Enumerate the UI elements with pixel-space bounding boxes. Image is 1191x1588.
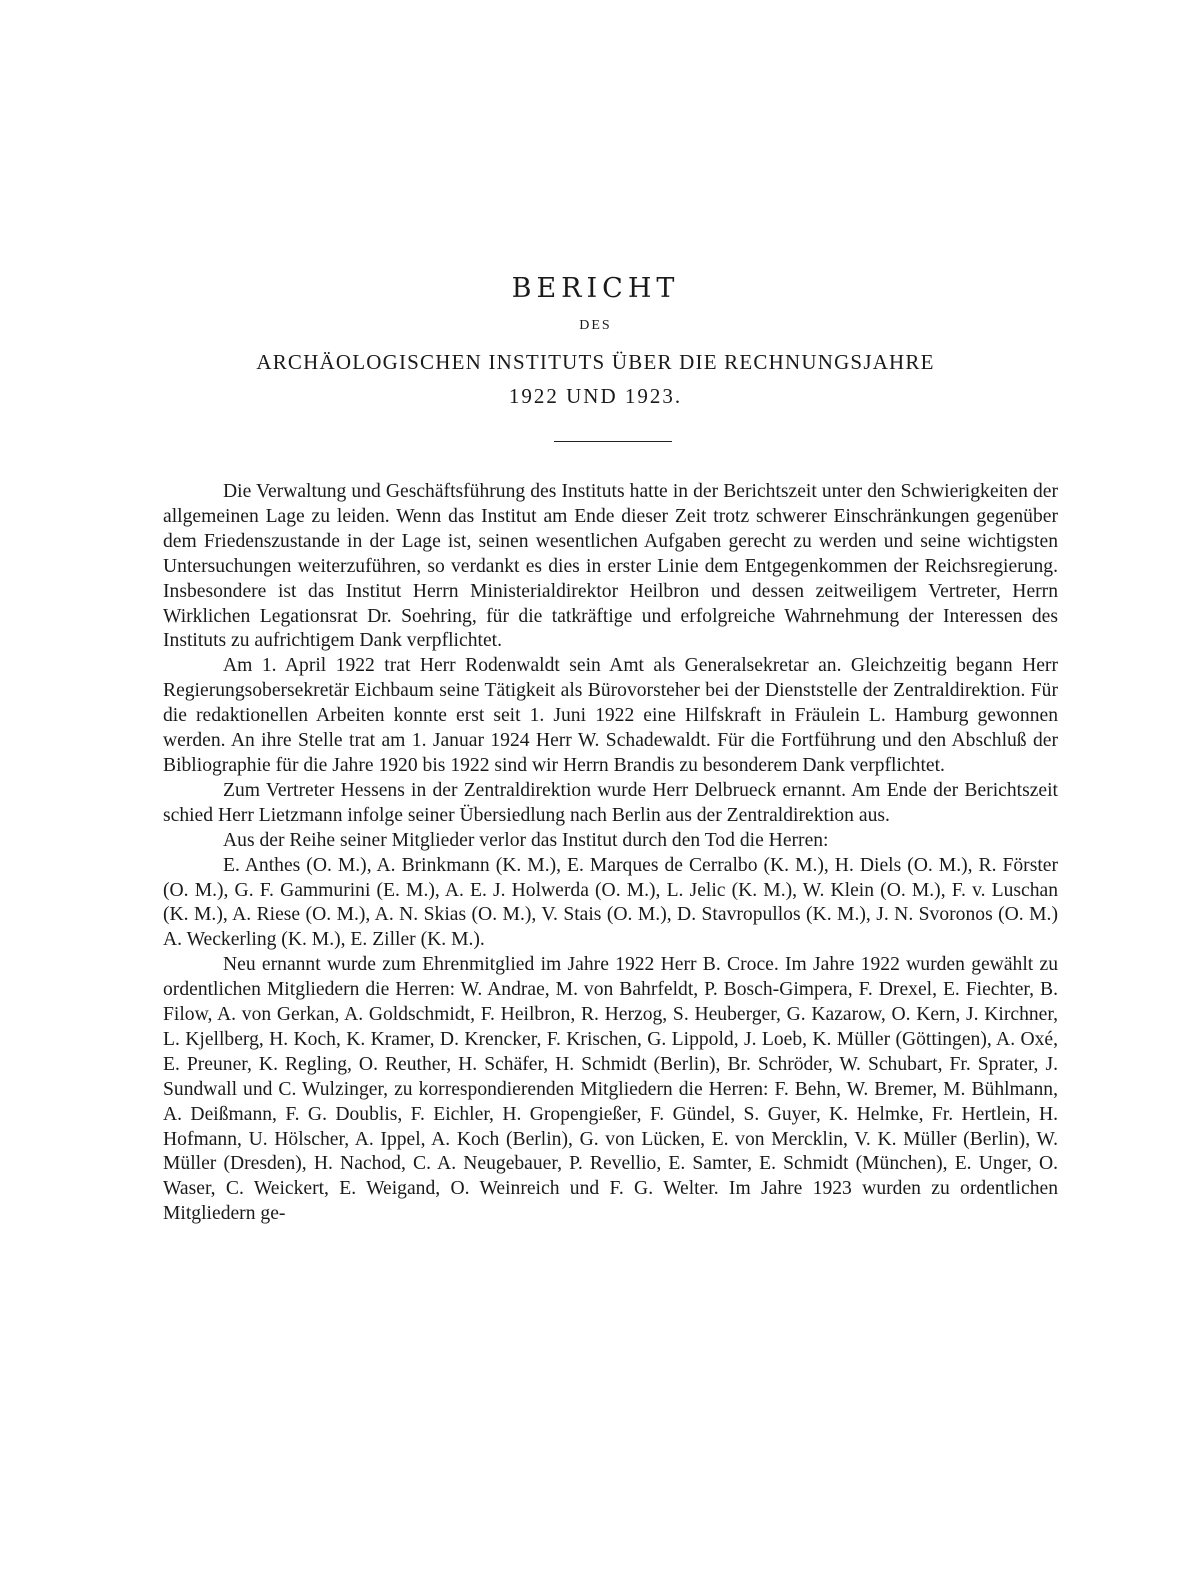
document-title: BERICHT [511, 273, 680, 304]
paragraph-deaths-intro: Aus der Reihe seiner Mitglieder verlor das Institut durch den Tod die Herren: [223, 829, 829, 851]
paragraph-central-direction: Zum Vertreter Hessens in der Zentraldirektion wurde Herr Delbrueck ernannt. Am Ende der Berichtszeit schied Herr Lietzmann infolge seiner Übersiedlung nach Berlin aus der Zentraldirektion aus. [163, 779, 1058, 826]
paragraph-staff: Am 1. April 1922 trat Herr Rodenwaldt sein Amt als Generalsekretar an. Gleichzeitig begann Herr Regierungsobersekretär Eichbaum seine Tätigkeit als Bürovorsteher bei der Dienststelle der Zentraldirektion. Für die redaktionellen Arbeiten konnte erst seit 1. Juni 1922 eine Hilfskraft in Fräulein L. Hamburg gewonnen werden. An ihre Stelle trat am 1. Januar 1924 Herr W. Schadewaldt. Für die Fortführung und den Abschluß der Bibliographie für die Jahre 1920 bis 1922 sind wir Herrn Brandis zu besonderem Dank verpflichtet. [163, 655, 1058, 776]
subtitle-des: DES [579, 318, 612, 333]
report-body [163, 480, 1058, 1227]
paragraph-deceased-members: E. Anthes (O. M.), A. Brinkmann (K. M.), E. Marques de Cerralbo (K. M.), H. Diels (O. M.), R. Förster (O. M.), G. F. Gammurini (E. M.), A. E. J. Holwerda (O. M.), L. Jelic (K. M.), W. Klein (O. M.), F. v. Luschan (K. M.), A. Riese (O. M.), A. N. Skias (O. M.), V. Stais (O. M.), D. Stavropullos (K. M.), J. N. Svoronos (O. M.) A. Weckerling (K. M.), E. Ziller (K. M.). [163, 854, 1058, 951]
subtitle-institute: ARCHÄOLOGISCHEN INSTITUTS ÜBER DIE RECHNUNGSJAHRE [256, 350, 935, 374]
title-divider [554, 441, 672, 442]
subtitle-years: 1922 UND 1923. [508, 384, 683, 408]
paragraph-administration: Die Verwaltung und Geschäftsführung des Instituts hatte in der Berichtszeit unter den Schwierigkeiten der allgemeinen Lage zu leiden. Wenn das Institut am Ende dieser Zeit trotz schwerer Einschränkungen gegenüber dem Friedenszustande in der Lage ist, seinen wesentlichen Aufgaben gerecht zu werden und seine wichtigsten Untersuchungen weiterzuführen, so verdankt es dies in erster Linie dem Entgegenkommen der Reichsregierung. Insbesondere ist das Institut Herrn Ministerialdirektor Heilbron und dessen zeitweiligem Vertreter, Herrn Wirklichen Legationsrat Dr. Soehring, für die tatkräftige und erfolgreiche Wahrnehmung der Interessen des Instituts zu aufrichtigem Dank verpflichtet. [163, 481, 1058, 652]
paragraph-new-members: Neu ernannt wurde zum Ehrenmitglied im Jahre 1922 Herr B. Croce. Im Jahre 1922 wurden gewählt zu ordentlichen Mitgliedern die Herren: W. Andrae, M. von Bahrfeldt, P. Bosch-Gimpera, F. Drexel, E. Fiechter, B. Filow, A. von Gerkan, A. Goldschmidt, F. Heilbron, R. Herzog, S. Heuberger, G. Kazarow, O. Kern, J. Kirchner, L. Kjellberg, H. Koch, K. Kramer, D. Krencker, F. Krischen, G. Lippold, J. Loeb, K. Müller (Göttingen), A. Oxé, E. Preuner, K. Regling, O. Reuther, H. Schäfer, H. Schmidt (Berlin), Br. Schröder, W. Schubart, Fr. Sprater, J. Sundwall und C. Wulzinger, zu korrespondierenden Mitgliedern die Herren: F. Behn, W. Bremer, M. Bühlmann, A. Deißmann, F. G. Doublis, F. Eichler, H. Gropengießer, F. Gündel, S. Guyer, K. Helmke, Fr. Hertlein, H. Hofmann, U. Hölscher, A. Ippel, A. Koch (Berlin), G. von Lücken, E. von Mercklin, V. K. Müller (Berlin), W. Müller (Dresden), H. Nachod, C. A. Neugebauer, P. Revellio, E. Samter, E. Schmidt (München), E. Unger, O. Waser, C. Weickert, E. Weigand, O. Weinreich und F. G. Welter. Im Jahre 1923 wurden zu ordentlichen Mitgliedern ge- [163, 954, 1058, 1225]
